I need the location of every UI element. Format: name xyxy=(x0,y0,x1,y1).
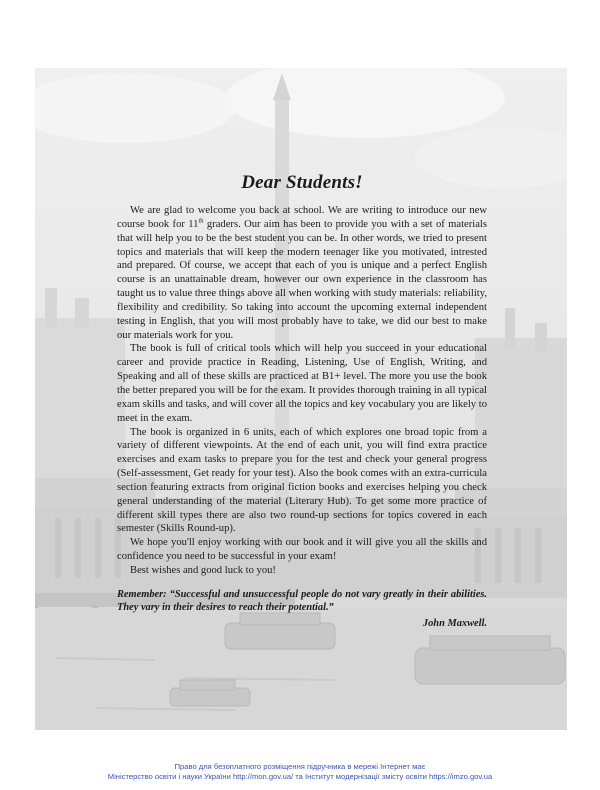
letter-content xyxy=(117,172,487,629)
footer-line-2: Міністерство освіти і науки України http://mon.gov.ua/ та Інститут модернізації змісту освіти https://imzo.gov.ua xyxy=(107,772,493,781)
paragraph-book-organization: The book is organized in 6 units, each of which explores one broad topic from a variety of different viewpoints. At the end of each unit, you will find extra practice exercises and exam tasks to prepare you for the test and check your general progress (Self-assessment, Get ready for your test). Also the book comes with an extra-curricula section featuring extracts from original fiction books and exercises helping you check general understanding of the material (Literary Hub). To get some more practice of different skill types there are also two round-up sections for topics covered in each semester (Skills Round-up). xyxy=(117,426,487,535)
letter-title: Dear Students! xyxy=(241,172,363,193)
grade-superscript: th xyxy=(198,217,204,225)
maxwell-quote: Remember: “Successful and unsuccessful people do not vary greatly in their abilities. They vary in their desires to reach their potential.” xyxy=(117,588,487,614)
intro-paragraph xyxy=(117,204,487,342)
copyright-footer xyxy=(0,762,600,782)
closing-line: Best wishes and good luck to you! xyxy=(130,564,276,576)
intro-text-end: graders. Our aim has been to provide you with a set of materials that will help you to be the best student you can be. In other words, we tried to present topics and materials that will keep the modern teenager like you motivated, intrested and prepared. Of course, we accept that each of you is unique and a perfect English course is an unattainable dream, however our own experience in the classroom has taught us to value three things above all when working with study materials: reliability, flexibility and credibility. So taking into account the upcoming external independent testing in English, that you will most probably have to take, we did our best to make our materials work for you. xyxy=(117,218,487,341)
quote-author: John Maxwell. xyxy=(422,617,487,629)
paragraph-book-tools: The book is full of critical tools which will help you succeed in your educational career and provide practice in Reading, Listening, Use of English, Writing, and Speaking and all of these skills are practiced at B1+ level. The more you use the book the better prepared you will be for the exam. It provides thorough training in all typical exam skills and tasks, and will cover all the topics and key vocabulary you are likely to meet in the exam. xyxy=(117,343,487,424)
paragraph-hope: We hope you'll enjoy working with our book and it will give you all the skills and confidence you need to be successful in your exam! xyxy=(117,537,487,563)
intro-text-start: We are glad to welcome you back at school. We are writing to introduce our new course book for 11 xyxy=(117,205,487,230)
footer-line-1: Право для безоплатного розміщення підручника в мережі Інтернет має xyxy=(174,762,426,771)
